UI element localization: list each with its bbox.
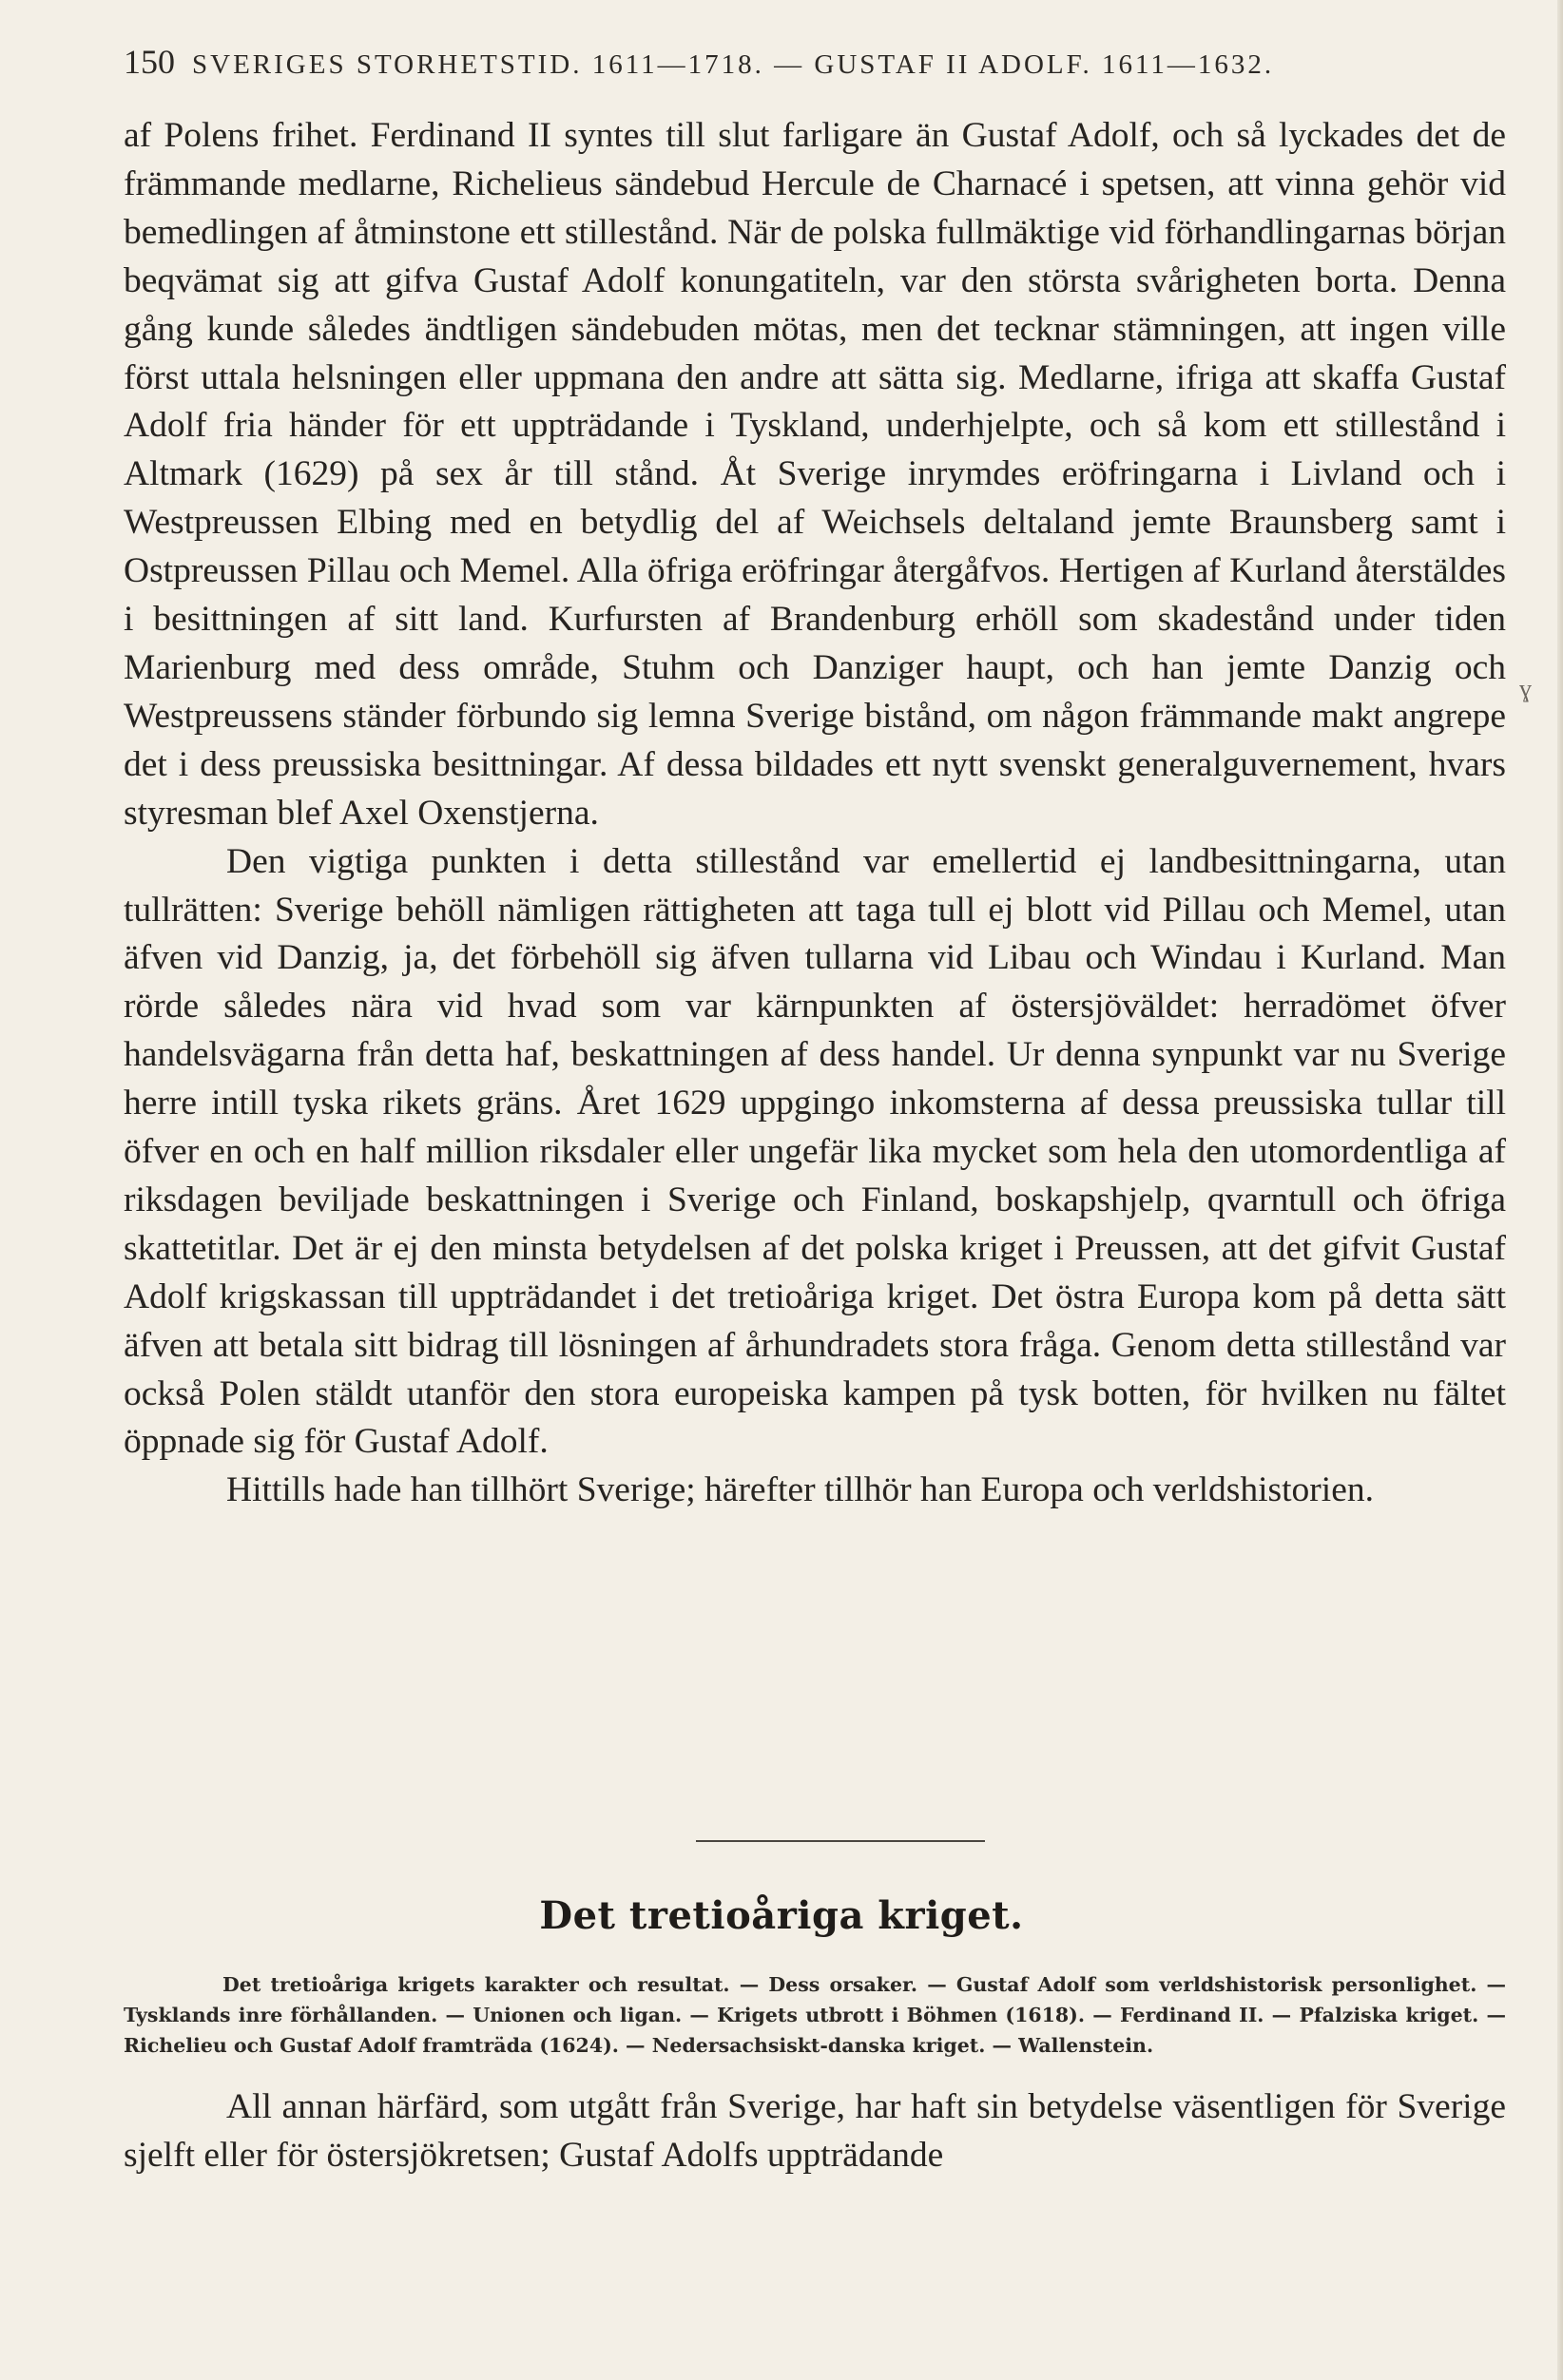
section-title: Det tretioåriga kriget. bbox=[539, 1893, 1024, 1938]
running-title: SVERIGES STORHETSTID. 1611—1718. — GUSTAF II ADOLF. 1611—1632. bbox=[192, 49, 1275, 80]
section-divider bbox=[696, 1840, 985, 1842]
chapter-summary-text: Det tretioåriga krigets karakter och resultat. — Dess orsaker. — Gustaf Adolf som verldshistorisk personlighet. — Tysklands inre förhållanden. — Unionen och ligan. — Krigets utbrott i Böhmen (1618). — Ferdinand II. — Pfalziska kriget. — Richelieu och Gustaf Adolf framträda (1624). — Nedersachsiskt-danska kriget. — Wallenstein. bbox=[124, 1973, 1506, 2057]
paragraph-3: Hittills hade han tillhört Sverige; härefter tillhör han Europa och verldshistorien. bbox=[226, 1470, 1374, 1510]
page-edge bbox=[1557, 0, 1563, 2380]
margin-mark: ɣ bbox=[1519, 675, 1532, 702]
page-number: 150 bbox=[124, 43, 175, 81]
section-opening-paragraph: All annan härfärd, som utgått från Sverige, har haft sin betydelse väsentligen för Sverige sjelft eller för östersjökretsen; Gustaf Adolfs uppträdande bbox=[124, 2087, 1506, 2175]
chapter-summary bbox=[124, 1969, 1506, 2061]
section-text bbox=[124, 2083, 1506, 2180]
paragraph-2: Den vigtiga punkten i detta stillestånd var emellertid ej landbesittningarna, utan tullrätten: Sverige behöll nämligen rättigheten att taga tull ej blott vid Pillau och Memel, utan äfven vid Danzig, ja, det förbehöll sig äfven tullarna vid Libau och Windau i Kurland. Man rörde således nära vid hvad som var kärnpunkten af östersjöväldet: herradömet öfver handelsvägarna från detta haf, beskattningen af dess handel. Ur denna synpunkt var nu Sverige herre intill tyska rikets gräns. Året 1629 uppgingo inkomsterna af dessa preussiska tullar till öfver en och en half million riksdaler eller ungefär lika mycket som hela den utomordentliga af riksdagen beviljade beskattningen i Sverige och Finland, boskapshjelp, qvarntull och öfriga skattetitlar. Det är ej den minsta betydelsen af det polska kriget i Preussen, att det gifvit Gustaf Adolf krigskassan till uppträdandet i det tretioåriga kriget. Det östra Europa kom på detta sätt äfven att betala sitt bidrag till lösningen af århundradets stora fråga. Genom detta stillestånd var också Polen stäldt utanför den stora europeiska kampen på tysk botten, för hvilken nu fältet öppnade sig för Gustaf Adolf. bbox=[124, 841, 1506, 1462]
main-text bbox=[124, 112, 1506, 1515]
paragraph-1: af Polens frihet. Ferdinand II syntes till slut farligare än Gustaf Adolf, och så lyckades det de främmande medlarne, Richelieus sändebud Hercule de Charnacé i spetsen, att vinna gehör vid bemedlingen af åtminstone ett stillestånd. När de polska fullmäktige vid förhandlingarnas början beqvämat sig att gifva Gustaf Adolf konungatiteln, var den största svårigheten borta. Denna gång kunde således ändtligen sändebuden mötas, men det tecknar stämningen, att ingen ville först uttala helsningen eller uppmana den andre att sätta sig. Medlarne, ifriga att skaffa Gustaf Adolf fria händer för ett uppträdande i Tyskland, underhjelpte, och så kom ett stillestånd i Altmark (1629) på sex år till stånd. Åt Sverige inrymdes eröfringarna i Livland och i Westpreussen Elbing med en betydlig del af Weichsels deltaland jemte Braunsberg samt i Ostpreussen Pillau och Memel. Alla öfriga eröfringar återgåfvos. Hertigen af Kurland återstäldes i besittningen af sitt land. Kurfursten af Brandenburg erhöll som skadestånd under tiden Marienburg med dess område, Stuhm och Danziger haupt, och han jemte Danzig och Westpreussens ständer förbundo sig lemna Sverige bistånd, om någon främmande makt angrepe det i dess preussiska besittningar. Af dessa bildades ett nytt svenskt generalguvernement, hvars styresman blef Axel Oxenstjerna. bbox=[124, 116, 1506, 833]
running-header bbox=[124, 42, 1512, 82]
